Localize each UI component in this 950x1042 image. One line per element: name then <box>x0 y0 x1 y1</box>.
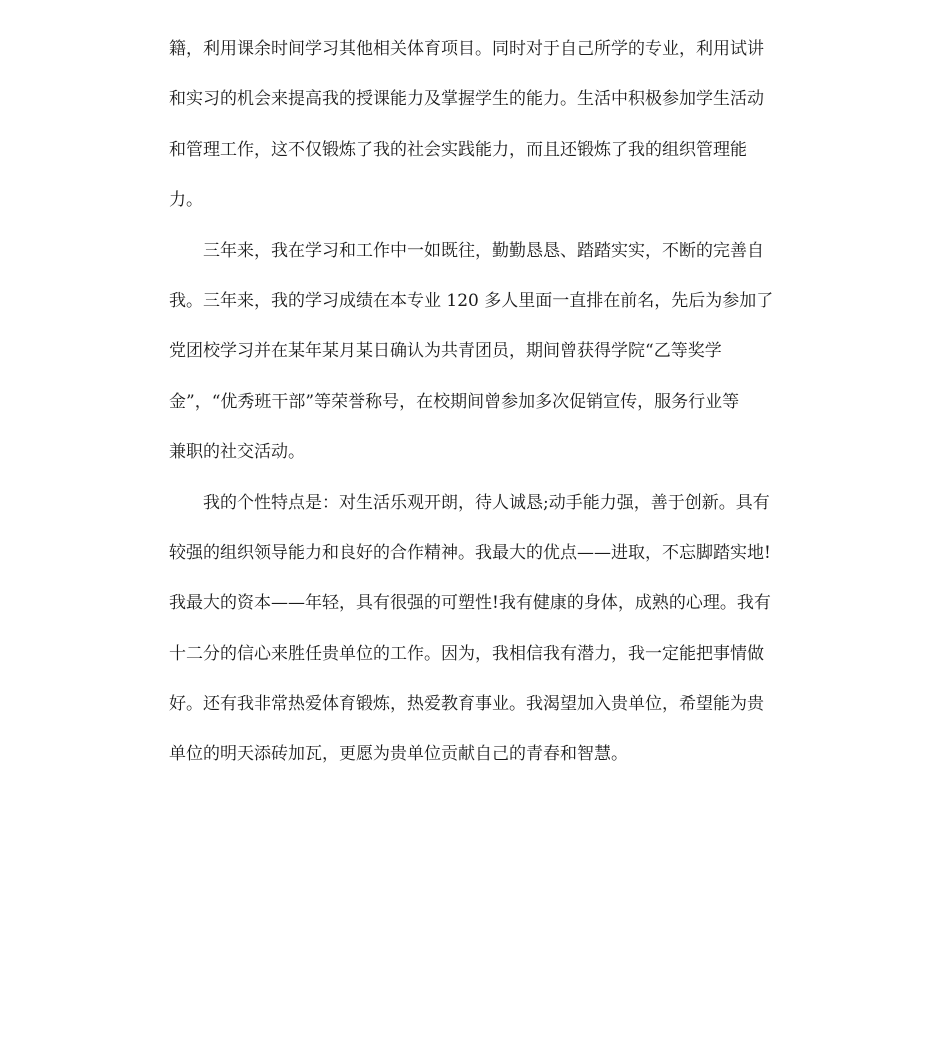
text-line: 金”，“优秀班干部”等荣誉称号，在校期间曾参加多次促销宣传，服务行业等 <box>169 391 740 412</box>
text-line: 较强的组织领导能力和良好的合作精神。我最大的优点——进取，不忘脚踏实地! <box>169 542 771 563</box>
body-text <box>169 35 789 791</box>
text-line: 籍，利用课余时间学习其他相关体育项目。同时对于自己所学的专业，利用试讲 <box>169 39 764 59</box>
text-line: 力。 <box>169 190 203 211</box>
text-line: 和管理工作，这不仅锻炼了我的社会实践能力，而且还锻炼了我的组织管理能 <box>169 139 747 160</box>
text-line: 和实习的机会来提高我的授课能力及掌握学生的能力。生活中积极参加学生活动 <box>169 89 764 110</box>
text-line: 兼职的社交活动。 <box>169 442 305 463</box>
text-line: 我最大的资本——年轻，具有很强的可塑性!我有健康的身体，成熟的心理。我有 <box>169 593 771 614</box>
text-line: 党团校学习并在某年某月某日确认为共青团员，期间曾获得学院“乙等奖学 <box>169 341 722 362</box>
text-line: 好。还有我非常热爱体育锻炼，热爱教育事业。我渴望加入贵单位，希望能为贵 <box>169 694 764 715</box>
paragraph-start-line: 我的个性特点是：对生活乐观开朗，待人诚恳;动手能力强，善于创新。具有 <box>203 492 770 513</box>
paragraph-start-line: 三年来，我在学习和工作中一如既往，勤勤恳恳、踏踏实实，不断的完善自 <box>203 240 764 261</box>
text-line: 十二分的信心来胜任贵单位的工作。因为，我相信我有潜力，我一定能把事情做 <box>169 643 764 664</box>
text-line: 我。三年来，我的学习成绩在本专业 120 多人里面一直排在前名，先后为参加了 <box>169 290 774 311</box>
text-line: 单位的明天添砖加瓦，更愿为贵单位贡献自己的青春和智慧。 <box>169 744 628 765</box>
